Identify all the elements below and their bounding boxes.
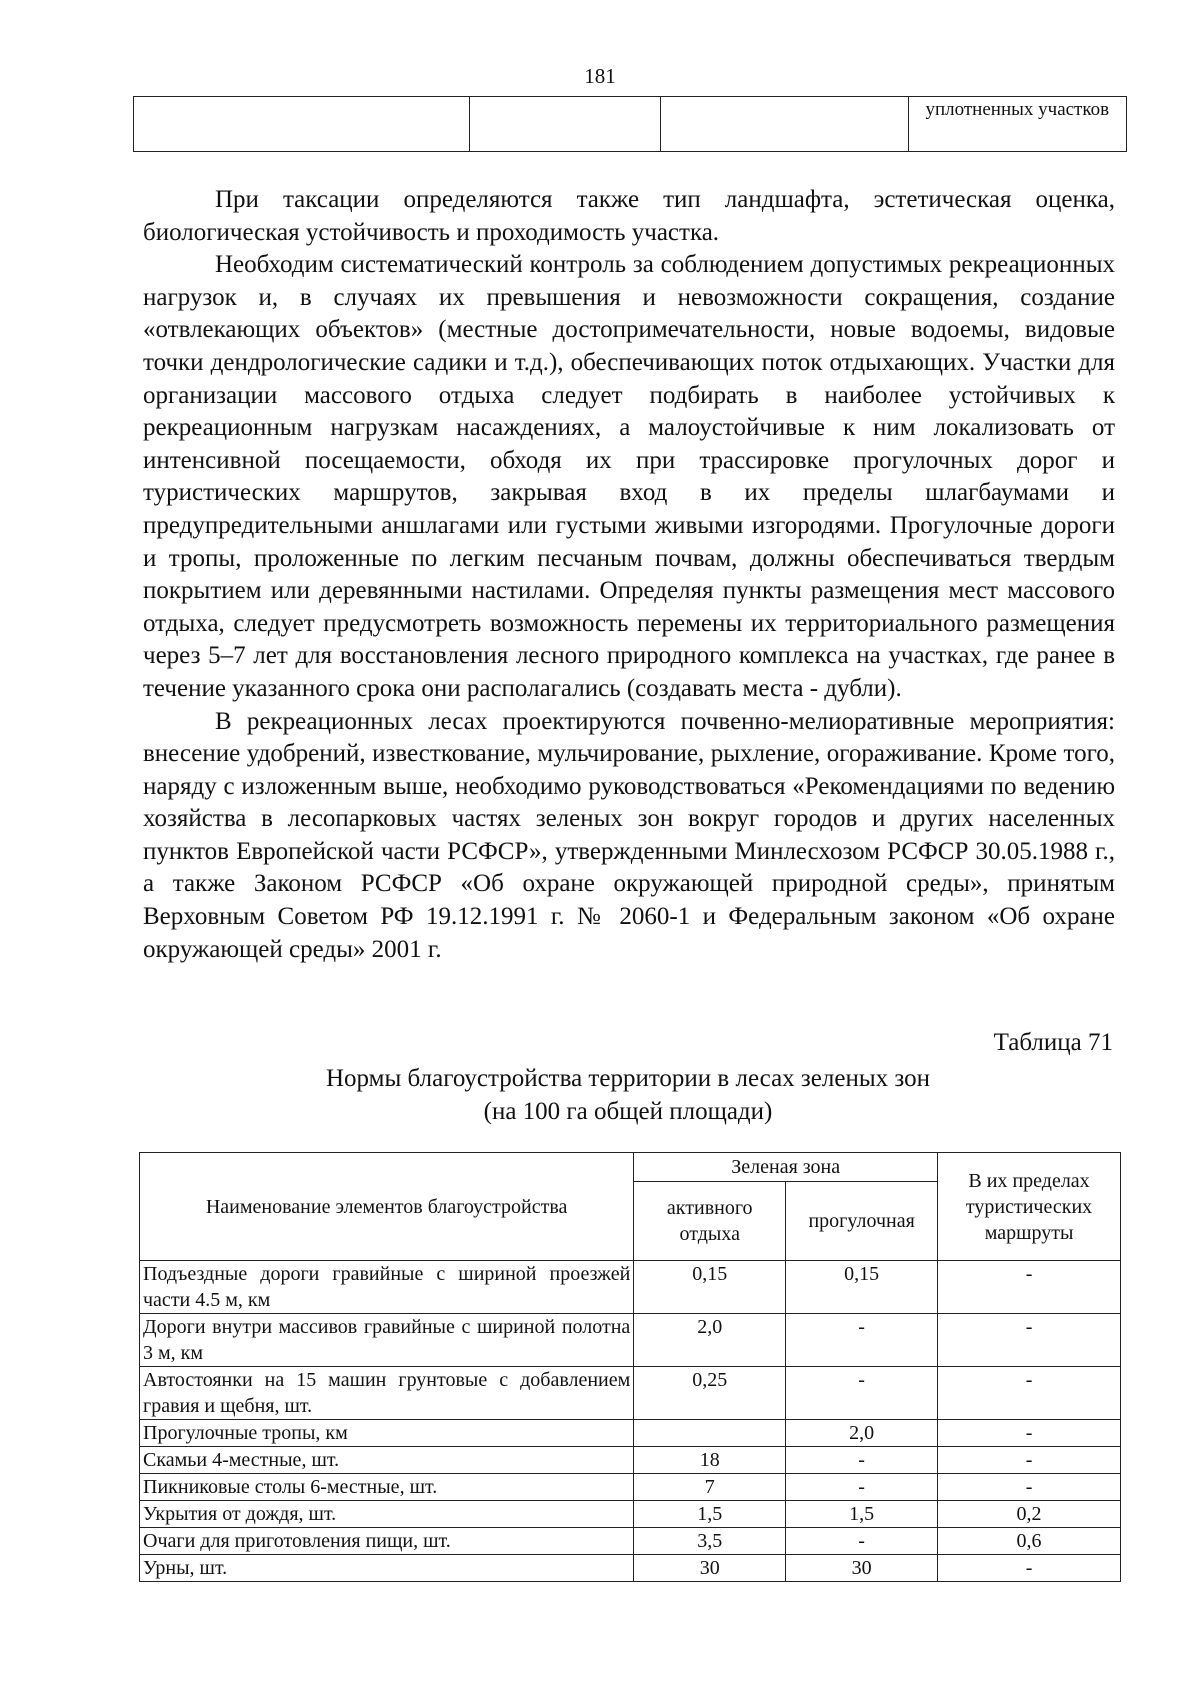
header-name-text: Наименование элементов благоустройства — [205, 1195, 568, 1218]
row-walking: - — [786, 1447, 938, 1474]
table-cell — [134, 97, 470, 152]
row-active: 7 — [634, 1474, 786, 1501]
table-header-row — [140, 1153, 1121, 1182]
row-walking: - — [786, 1528, 938, 1555]
row-tourist: - — [938, 1261, 1121, 1314]
row-active: 0,15 — [634, 1261, 786, 1314]
row-active: 2,0 — [634, 1314, 786, 1367]
header-walking: прогулочная — [786, 1182, 938, 1261]
table-cell — [661, 97, 909, 152]
header-green-zone: Зеленая зона — [634, 1153, 938, 1182]
table-row — [140, 1555, 1121, 1582]
row-active — [634, 1420, 786, 1447]
row-active: 1,5 — [634, 1501, 786, 1528]
header-tourist: В их пределах туристических маршруты — [938, 1153, 1121, 1261]
header-name — [140, 1153, 634, 1261]
table-row — [140, 1261, 1121, 1314]
table-row — [140, 1367, 1121, 1420]
row-active: 3,5 — [634, 1528, 786, 1555]
row-tourist: 0,2 — [938, 1501, 1121, 1528]
page-number: 181 — [584, 64, 616, 88]
row-active: 18 — [634, 1447, 786, 1474]
row-name: Автостоянки на 15 машин грунтовые с добавлением гравия и щебня, шт. — [140, 1367, 634, 1420]
row-walking: 1,5 — [786, 1501, 938, 1528]
row-name: Очаги для приготовления пищи, шт. — [140, 1528, 634, 1555]
row-name: Укрытия от дождя, шт. — [140, 1501, 634, 1528]
row-name: Урны, шт. — [140, 1555, 634, 1582]
row-tourist: - — [938, 1555, 1121, 1582]
header-active: активного отдыха — [634, 1182, 786, 1261]
table-label: Таблица 71 — [993, 1029, 1113, 1056]
row-tourist: - — [938, 1447, 1121, 1474]
table-caption — [143, 1062, 1113, 1128]
row-name: Дороги внутри массивов гравийные с шириной полотна 3 м, км — [140, 1314, 634, 1367]
row-walking: - — [786, 1474, 938, 1501]
row-tourist: 0,6 — [938, 1528, 1121, 1555]
row-walking: - — [786, 1367, 938, 1420]
row-tourist: - — [938, 1474, 1121, 1501]
row-walking: 30 — [786, 1555, 938, 1582]
row-name: Пикниковые столы 6-местные, шт. — [140, 1474, 634, 1501]
paragraph: Необходим систематический контроль за соблюдением допустимых рекреационных нагрузок и, в случаях их превышения и невозможности сокращения, создание «отвлекающих объектов» (местные достопримечательности, новые водоемы, видовые точки дендрологические садики и т.д.), обеспечивающих поток отдыхающих. Участки для организации массового отдыха следует подбирать в наиболее устойчивых к рекреационным нагрузкам насаждениях, а малоустойчивые к ним локализовать от интенсивной посещаемости, обходя их при трассировке прогулочных дорог и туристических маршрутов, закрывая вход в их пределы шлагбаумами и предупредительными аншлагами или густыми живыми изгородями. Прогулочные дороги и тропы, проложенные по легким песчаным почвам, должны обеспечиваться твердым покрытием или деревянными настилами. Определяя пункты размещения мест массового отдыха, следует предусмотреть возможность перемены их территориального размещения через 5–7 лет для восстановления лесного природного комплекса на участках, где ранее в течение указанного срока они располагались (создавать места - дубли). — [143, 251, 1115, 702]
row-active: 0,25 — [634, 1367, 786, 1420]
paragraph: При таксации определяются также тип ландшафта, эстетическая оценка, биологическая устойчивость и проходимость участка. — [143, 186, 1115, 246]
row-tourist: - — [938, 1314, 1121, 1367]
paragraph: В рекреационных лесах проектируются почвенно-мелиоративные мероприятия: внесение удобрений, известкование, мульчирование, рыхление, огораживание. Кроме того, наряду с изложенным выше, необходимо руководствоваться «Рекомендациями по ведению хозяйства в лесопарковых частях зеленых зон вокруг городов и других населенных пунктов Европейской части РСФСР», утвержденными Минлесхозом РСФСР 30.05.1988 г., а также Законом РСФСР «Об охране окружающей природной среды», принятым Верховным Советом РФ 19.12.1991 г. № 2060-1 и Федеральным законом «Об охране окружающей среды» 2001 г. — [143, 707, 1115, 963]
table-subtitle: (на 100 га общей площади) — [483, 1098, 773, 1125]
row-walking: - — [786, 1314, 938, 1367]
row-name: Прогулочные тропы, км — [140, 1420, 634, 1447]
row-name: Подъездные дороги гравийные с шириной проезжей части 4.5 м, км — [140, 1261, 634, 1314]
continued-table-fragment — [133, 96, 1127, 152]
row-name: Скамьи 4-местные, шт. — [140, 1447, 634, 1474]
row-walking: 0,15 — [786, 1261, 938, 1314]
table-cell — [470, 97, 661, 152]
norms-table — [139, 1152, 1121, 1582]
body-text — [143, 184, 1115, 966]
row-active: 30 — [634, 1555, 786, 1582]
table-cell: уплотненных участков — [908, 97, 1126, 152]
row-tourist: - — [938, 1367, 1121, 1420]
table-row — [134, 97, 1127, 152]
table-row — [140, 1447, 1121, 1474]
row-tourist: - — [938, 1420, 1121, 1447]
table-row — [140, 1314, 1121, 1367]
table-row — [140, 1474, 1121, 1501]
row-walking: 2,0 — [786, 1420, 938, 1447]
table-row — [140, 1528, 1121, 1555]
table-row — [140, 1501, 1121, 1528]
table-title: Нормы благоустройства территории в лесах зеленых зон — [325, 1065, 931, 1092]
table-row — [140, 1420, 1121, 1447]
